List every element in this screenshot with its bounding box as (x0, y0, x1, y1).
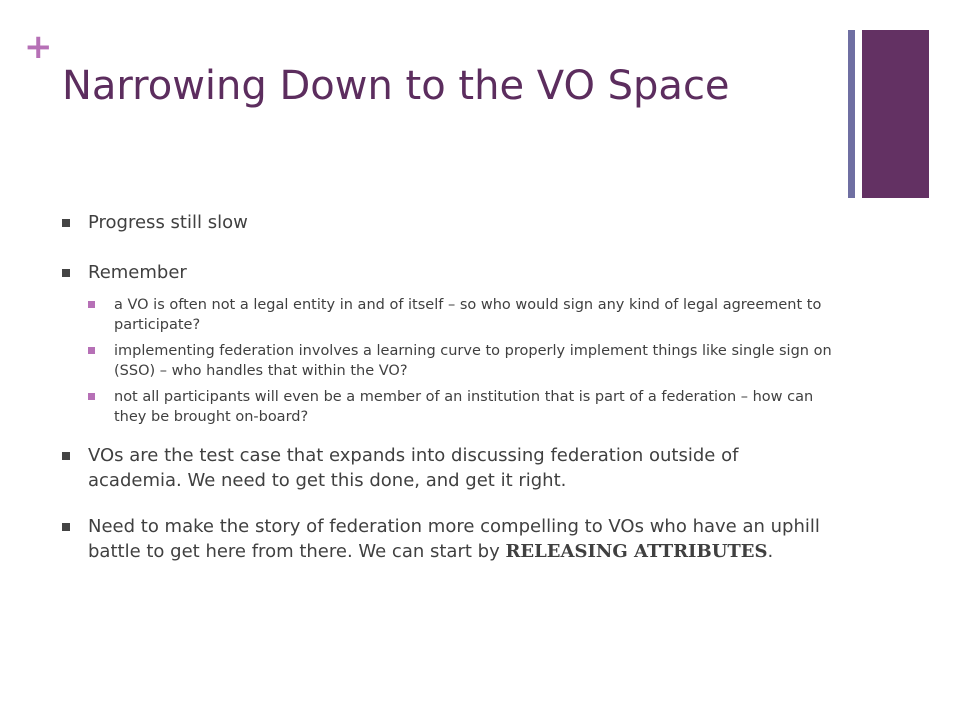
sub-bullet-participants (62, 387, 832, 427)
bullet-text: VOs are the test case that expands into discussing federation outside of academia. We need to get this done, and get it right. (88, 445, 739, 491)
decorative-bar-thick (862, 30, 929, 198)
square-bullet-icon (62, 523, 70, 531)
bullet-period: . (767, 541, 774, 562)
square-bullet-icon (62, 452, 70, 460)
bullet-test-case (62, 443, 832, 493)
plus-icon: + (24, 27, 53, 67)
sub-bullet-text: a VO is often not a legal entity in and of itself – so who would sign any kind of legal agreement to participate? (114, 297, 822, 333)
bullet-progress (62, 210, 832, 235)
square-bullet-icon (88, 347, 95, 354)
sub-bullet-legal-entity (62, 295, 832, 335)
square-bullet-icon (62, 219, 70, 227)
decorative-bar-thin (848, 30, 855, 198)
bullet-text: Progress still slow (88, 212, 248, 233)
sub-bullet-learning-curve (62, 341, 832, 381)
square-bullet-icon (88, 301, 95, 308)
bullet-remember (62, 260, 832, 285)
bullet-text: Remember (88, 262, 187, 283)
square-bullet-icon (62, 269, 70, 277)
releasing-attributes-emphasis: RELEASING ATTRIBUTES (505, 541, 768, 562)
bullet-text: Need to make the story of federation more compelling to VOs who have an uphill battle to get here from there. We can start by (88, 516, 820, 562)
slide-title: Narrowing Down to the VO Space (62, 63, 730, 109)
sub-bullet-text: implementing federation involves a learning curve to properly implement things like single sign on (SSO) – who handles that within the VO? (114, 343, 832, 379)
bullet-story (62, 514, 832, 564)
square-bullet-icon (88, 393, 95, 400)
slide-body (62, 210, 832, 564)
sub-bullet-text: not all participants will even be a member of an institution that is part of a federation – how can they be brought on-board? (114, 389, 814, 425)
